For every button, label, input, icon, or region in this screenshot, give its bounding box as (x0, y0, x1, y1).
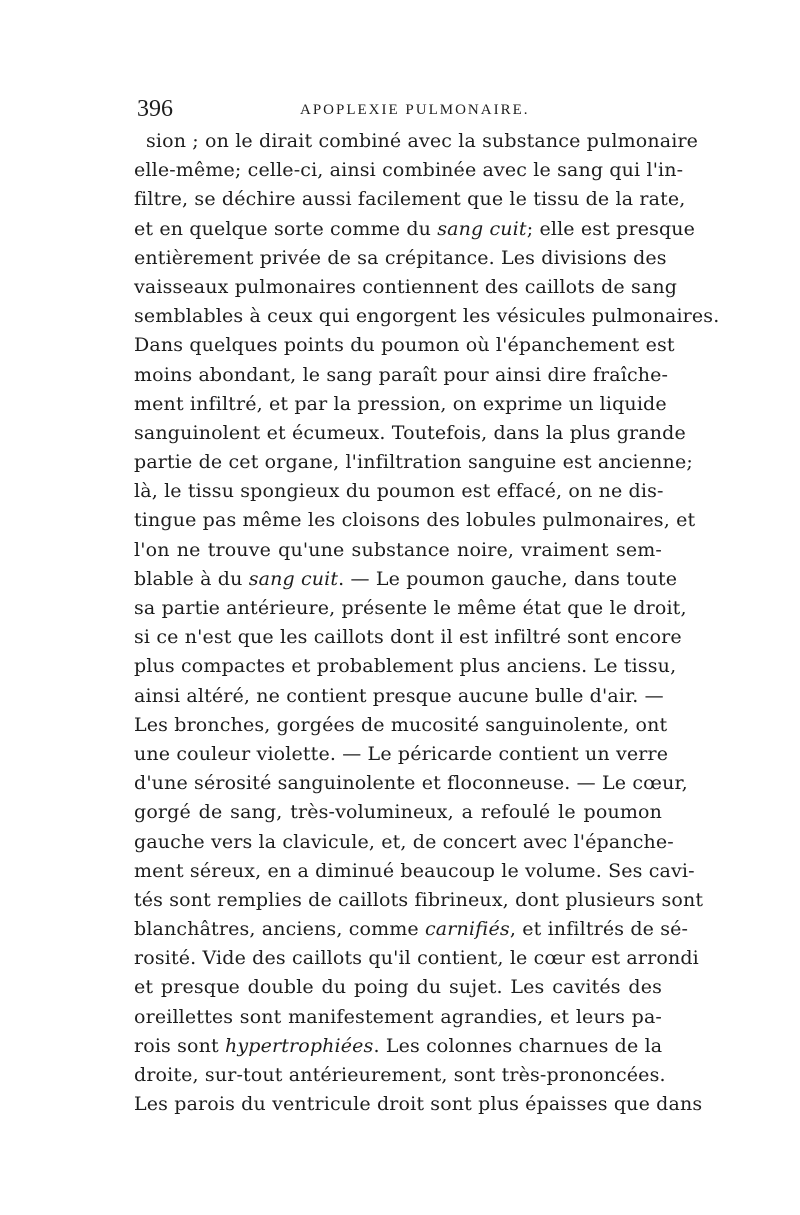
text-line: rois sont hypertrophiées. Les colonnes charnues de la (134, 1034, 663, 1057)
text-line: blable à du sang cuit. — Le poumon gauche, dans toute (134, 567, 678, 590)
text-line: si ce n'est que les caillots dont il est infiltré sont encore (134, 626, 682, 649)
text-line: elle-même; celle-ci, ainsi combinée avec le sang qui l'in- (134, 159, 684, 182)
text-line: Dans quelques points du poumon où l'épanchement est (134, 334, 675, 357)
text-line: sanguinolent et écumeux. Toutefois, dans la plus grande (134, 421, 686, 444)
text-line: rosité. Vide des caillots qu'il contient, le cœur est arrondi (134, 947, 699, 970)
body-text (134, 127, 720, 1119)
text-line: Les parois du ventricule droit sont plus épaisses que dans (134, 1093, 703, 1116)
text-line: et presque double du poing du sujet. Les cavités des (134, 976, 662, 999)
text-line: plus compactes et probablement plus anciens. Le tissu, (134, 655, 677, 678)
text-line: moins abondant, le sang paraît pour ainsi dire fraîche- (134, 363, 669, 386)
text-line: et en quelque sorte comme du sang cuit; elle est presque (134, 217, 696, 240)
text-line: là, le tissu spongieux du poumon est effacé, on ne dis- (134, 480, 664, 503)
running-title: APOPLEXIE PULMONAIRE. (300, 102, 530, 118)
text-line: droite, sur-tout antérieurement, sont très-prononcées. (134, 1064, 666, 1086)
text-line: tés sont remplies de caillots fibrineux, dont plusieurs sont (134, 888, 704, 911)
page-number: 396 (137, 96, 173, 122)
text-line: semblables à ceux qui engorgent les vésicules pulmonaires. (134, 305, 720, 328)
text-line: ment séreux, en a diminué beaucoup le volume. Ses cavi- (134, 859, 695, 882)
text-line: entièrement privée de sa crépitance. Les divisions des (134, 246, 667, 269)
text-line: ment infiltré, et par la pression, on exprime un liquide (134, 392, 667, 415)
text-line: gorgé de sang, très-volumineux, a refoulé le poumon (134, 801, 662, 824)
text-line: filtre, se déchire aussi facilement que le tissu de la rate, (134, 188, 686, 211)
text-line: une couleur violette. — Le péricarde contient un verre (134, 742, 669, 765)
text-line: ainsi altéré, ne contient presque aucune bulle d'air. — (134, 684, 664, 707)
text-line: d'une sérosité sanguinolente et floconneuse. — Le cœur, (134, 772, 688, 795)
text-line: vaisseaux pulmonaires contiennent des caillots de sang (134, 275, 678, 298)
text-line: sa partie antérieure, présente le même état que le droit, (134, 597, 687, 619)
text-line: partie de cet organe, l'infiltration sanguine est ancienne; (134, 451, 693, 474)
text-line: sion ; on le dirait combiné avec la substance pulmonaire (146, 130, 699, 152)
text-line: l'on ne trouve qu'une substance noire, vraiment sem- (134, 538, 662, 561)
text-line: oreillettes sont manifestement agrandies, et leurs pa- (134, 1005, 662, 1028)
text-line: blanchâtres, anciens, comme carnifiés, et infiltrés de sé- (134, 918, 689, 941)
text-line: gauche vers la clavicule, et, de concert avec l'épanche- (134, 830, 674, 853)
text-line: Les bronches, gorgées de mucosité sanguinolente, ont (134, 713, 668, 736)
text-line: tingue pas même les cloisons des lobules pulmonaires, et (134, 509, 696, 532)
running-head (137, 94, 675, 124)
